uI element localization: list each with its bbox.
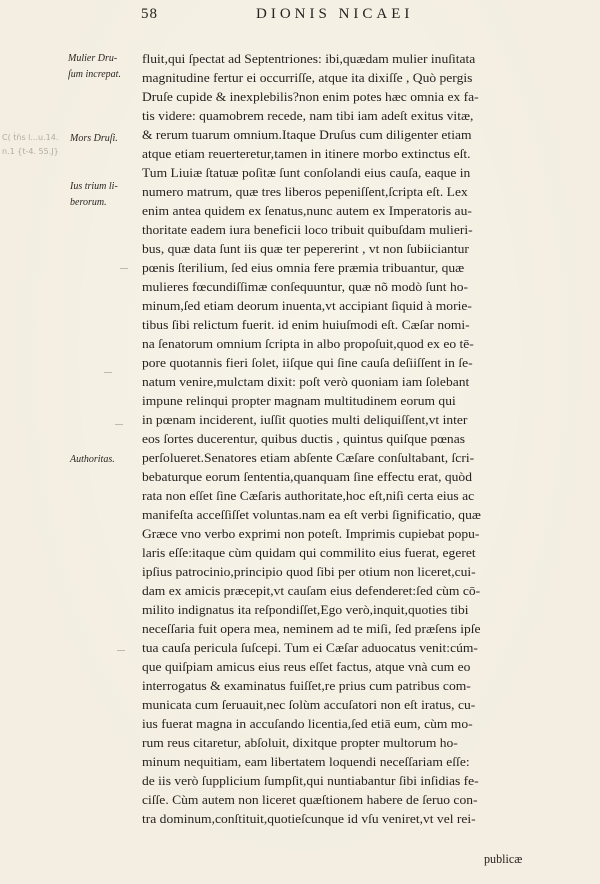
margin-note-ius xyxy=(70,181,118,209)
text-line: bus, quæ data ſunt iis quæ ter pepererint , vt non ſubiiciantur xyxy=(142,242,469,256)
text-line: tua cauſa pericula ſuſcepi. Tum ei Cæſar aduocatus venit:cúm- xyxy=(142,641,478,655)
margin-note-line: Authoritas. xyxy=(70,454,115,465)
margin-note-line: Mors Druſi. xyxy=(70,133,118,144)
text-line: natum venire,mulctam dixit: poſt verò quoniam iam ſolebant xyxy=(142,375,470,389)
text-line: neceſſaria fuit opera mea, neminem ad te miſi, ſed præſens ipſe xyxy=(142,622,481,636)
text-line: de iis verò ſupplicium ſumpſit,qui nuntiabantur ſibi inſidias fe- xyxy=(142,774,479,788)
margin-note-mors xyxy=(70,133,118,145)
page-header xyxy=(0,6,600,28)
text-line: na ſenatorum omnium ſcripta in albo propoſuit,quod ex eo tē- xyxy=(142,337,474,351)
text-line: numero matrum, quæ tres liberos pepeniſſent,ſcripta eſt. Lex xyxy=(142,185,468,199)
handwritten-annotation: C( ṫn̈s l...u.14. xyxy=(2,133,59,142)
margin-note-authoritas xyxy=(70,454,115,466)
text-line: bebaturque eorum ſententia,quanquam ſine effectu erat, quòd xyxy=(142,470,472,484)
stray-mark xyxy=(115,424,123,425)
text-line: manifeſta acceſſiſſet voluntas.nam ea eſt verbi ſignificatio, quæ xyxy=(142,508,481,522)
text-line: perſolueret.Senatores etiam abſente Cæſare conſultabant, ſcri- xyxy=(142,451,475,465)
text-line: magnitudine fertur ei occurriſſe, atque ita dixiſſe , Quò pergis xyxy=(142,71,473,85)
stray-mark xyxy=(104,372,112,373)
folio-number: 58 xyxy=(141,6,158,22)
text-line: fluit,qui ſpectat ad Septentriones: ibi,quædam mulier inuſitata xyxy=(142,52,476,66)
text-line: Tum Liuiæ ſtatuæ poſitæ ſunt conſolandi eius cauſa, eaque in xyxy=(142,166,471,180)
text-line: enim antea quidem ex ſenatus,nunc autem ex Imperatoris au- xyxy=(142,204,472,218)
text-line: rata non eſſet ſine Cæſaris authoritate,hoc eſt,niſi certa eius ac xyxy=(142,489,475,503)
margin-note-mulier xyxy=(68,53,121,81)
text-line: Græce vno verbo exprimi non poteſt. Imprimis cupiebat popu- xyxy=(142,527,480,541)
text-line: minum,ſed etiam deorum inuenta,vt accipiant ſiquid à morie- xyxy=(142,299,472,313)
margin-note-line: Mulier Dru- xyxy=(68,53,118,64)
text-line: pœnis ſterilium, ſed eius omnia fere præmia tribuantur, quæ xyxy=(142,261,465,275)
text-line: pore quotannis fieri ſolet, iiſque qui ſine cauſa deſiiſſent in ſe- xyxy=(142,356,473,370)
text-line: municata cum ſeruauit,nec ſolùm accuſatori non eſt iratus, cu- xyxy=(142,698,476,712)
catchword: publicæ xyxy=(484,852,523,866)
text-line: dam ex amicis præcepit,vt cauſam eius defenderet:ſed cùm cō- xyxy=(142,584,481,598)
margin-note-line: ſum increpat. xyxy=(68,69,121,80)
text-line: impune relinqui propter magnam multitudinem eorum qui xyxy=(142,394,456,408)
text-line: ipſius patrocinio,principio quod ſibi per otium non liceret,cui- xyxy=(142,565,476,579)
text-line: tra dominum,conſtituit,quotieſcunque id vſu veniret,vt vel rei- xyxy=(142,812,476,826)
text-line: eos ſortes ducerentur, quibus ductis , quintus quiſque pœnas xyxy=(142,432,465,446)
text-line: & rerum tuarum omnium.Itaque Druſus cum diligenter etiam xyxy=(142,128,472,142)
handwritten-annotation: n.1 {t-4. 55.J} xyxy=(2,147,59,156)
text-line: atque etiam reuerteretur,tamen in itinere morbo extinctus eſt. xyxy=(142,147,471,161)
text-line: tis videre: quamobrem recede, nam tibi iam adeſt exitus vitæ, xyxy=(142,109,474,123)
text-line: que quiſpiam amicus eius reus eſſet factus, atque vnà cum eo xyxy=(142,660,471,674)
text-line: mulieres fœcundiſſimæ conſequuntur, quæ nõ modò ſunt ho- xyxy=(142,280,469,294)
margin-note-line: berorum. xyxy=(70,197,107,208)
margin-note-line: Ius trium li- xyxy=(70,181,118,192)
text-line: minum nequitiam, eam libertatem loquendi neceſſariam eſſe: xyxy=(142,755,470,769)
text-line: interrogatus & examinatus fuiſſet,re prius cum patribus com- xyxy=(142,679,471,693)
text-line: thoritate eadem iura beneficii loco tribuit quibuſdam mulieri- xyxy=(142,223,473,237)
text-line: in pœnam inciderent, iuſſit quoties multi deliquiſſent,vt inter xyxy=(142,413,468,427)
text-line: laris eſſe:itaque cùm quidam qui commilito eius fuerat, egeret xyxy=(142,546,476,560)
text-line: rum reus citaretur, abſoluit, dixitque propter multorum ho- xyxy=(142,736,458,750)
running-head: DIONIS NICAEI xyxy=(256,6,414,22)
text-line: tibus ſibi relictum fuerit. id enim huiuſmodi eſt. Cæſar nomi- xyxy=(142,318,470,332)
text-line: milito indignatus ita reſpondiſſet,Ego verò,inquit,quoties tibi xyxy=(142,603,469,617)
text-line: Druſe cupide & inexplebilis?non enim potes hæc omnia ex fa- xyxy=(142,90,479,104)
text-line: ciſſe. Cùm autem non liceret quæſtionem habere de ſeruo con- xyxy=(142,793,478,807)
stray-mark xyxy=(120,268,128,269)
text-line: ius fuerat magna in accuſando licentia,ſed etiā eum, cùm mo- xyxy=(142,717,473,731)
stray-mark xyxy=(117,650,125,651)
